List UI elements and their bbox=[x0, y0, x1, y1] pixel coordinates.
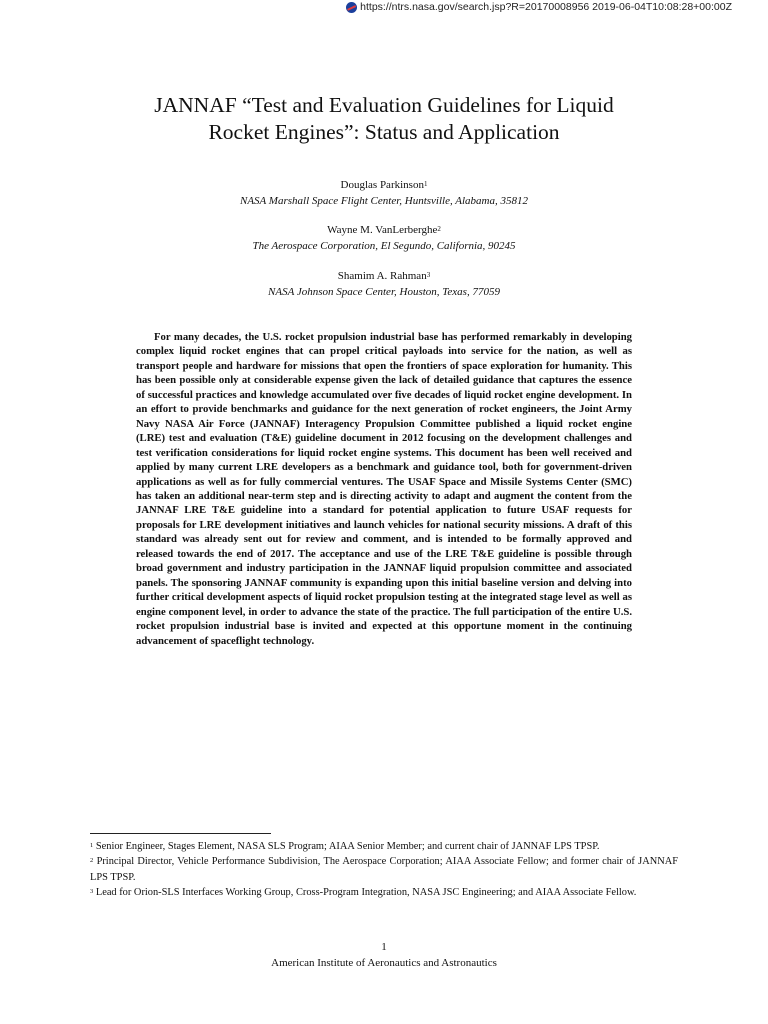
author-block-3 bbox=[0, 268, 768, 300]
paper-title bbox=[0, 92, 768, 146]
footnote-1 bbox=[90, 839, 678, 854]
author-footnote-mark: 2 bbox=[437, 225, 441, 233]
title-line-2: Rocket Engines”: Status and Application bbox=[208, 120, 560, 144]
source-header bbox=[346, 0, 732, 14]
author-affiliation: The Aerospace Corporation, El Segundo, California, 90245 bbox=[252, 240, 516, 252]
author-block-2 bbox=[0, 222, 768, 254]
author-name: Wayne M. VanLerberghe bbox=[327, 224, 438, 236]
author-name: Shamim A. Rahman bbox=[337, 270, 427, 282]
footnotes bbox=[90, 839, 678, 900]
footnote-mark: 1 bbox=[90, 842, 94, 849]
nasa-logo-icon bbox=[346, 2, 357, 13]
footnote-text: Principal Director, Vehicle Performance Subdivision, The Aerospace Corporation; AIAA Associate Fellow; and former chair of JANNAF LPS TPSP. bbox=[90, 856, 678, 883]
footnote-3 bbox=[90, 885, 678, 900]
footnote-mark: 3 bbox=[90, 887, 94, 895]
footnote-2 bbox=[90, 854, 678, 885]
author-affiliation: NASA Johnson Space Center, Houston, Texas, 77059 bbox=[268, 286, 500, 298]
footnote-text: Senior Engineer, Stages Element, NASA SLS Program; AIAA Senior Member; and current chair of JANNAF LPS TPSP. bbox=[95, 841, 600, 852]
author-footnote-mark: 3 bbox=[426, 271, 431, 279]
page-number: 1 bbox=[381, 941, 387, 953]
title-line-1: JANNAF “Test and Evaluation Guidelines for Liquid bbox=[154, 93, 614, 117]
footnote-mark: 2 bbox=[90, 857, 94, 865]
footnote-text: Lead for Orion-SLS Interfaces Working Group, Cross-Program Integration, NASA JSC Engineering; and AIAA Associate Fellow. bbox=[95, 886, 637, 898]
author-footnote-mark: 1 bbox=[423, 180, 428, 188]
author-affiliation: NASA Marshall Space Flight Center, Huntsville, Alabama, 35812 bbox=[239, 195, 529, 207]
footnote-divider bbox=[90, 833, 271, 834]
publisher-footer: American Institute of Aeronautics and Astronautics bbox=[271, 957, 497, 969]
abstract: For many decades, the U.S. rocket propulsion industrial base has performed remarkably in developing complex liquid rocket engines that can propel critical payloads into service for the nation, as well as transport people and hardware for missions that open the frontiers of space exploration for humanity. This has been possible only at considerable expense given the lack of detailed guidance that captures the essence of successful practices and knowledge accumulated over five decades of liquid rocket engine development. In an effort to provide benchmarks and guidance for the next generation of rocket engineers, the Joint Army Navy NASA Air Force (JANNAF) Interagency Propulsion Committee published a liquid rocket engine (LRE) test and evaluation (T&E) guideline document in 2012 focusing on the development challenges and test verification considerations for liquid rocket engine systems. This document has been well received and applied by many current LRE developers as a benchmark and guidance tool, both for government-driven applications as well as for fully commercial ventures. The USAF Space and Missile Systems Center (SMC) has taken an additional near-term step and is directing activity to adapt and augment the content from the JANNAF LRE T&E guideline into a standard for potential application to future USAF requests for proposals for LRE development initiatives and launch vehicles for national security missions. A draft of this standard was already sent out for review and comment, and is intended to be formally approved and released towards the end of 2017. The acceptance and use of the LRE T&E guideline is possible through broad government and industry participation in the JANNAF liquid propulsion committee and associated panels. The sponsoring JANNAF community is expanding upon this initial baseline version and delving into further critical development aspects of liquid rocket propulsion testing at the integrated stage level as well as engine component level, in order to advance the state of the practice. The full participation of the entire U.S. rocket propulsion industrial base is invited and expected at this opportune moment in the continuing advancement of spaceflight technology. bbox=[136, 331, 632, 647]
source-url-link[interactable]: https://ntrs.nasa.gov/search.jsp?R=20170008956 2019-06-04T10:08:28+00:00Z bbox=[360, 1, 732, 13]
author-block-1 bbox=[0, 177, 768, 209]
author-name: Douglas Parkinson bbox=[340, 179, 424, 191]
